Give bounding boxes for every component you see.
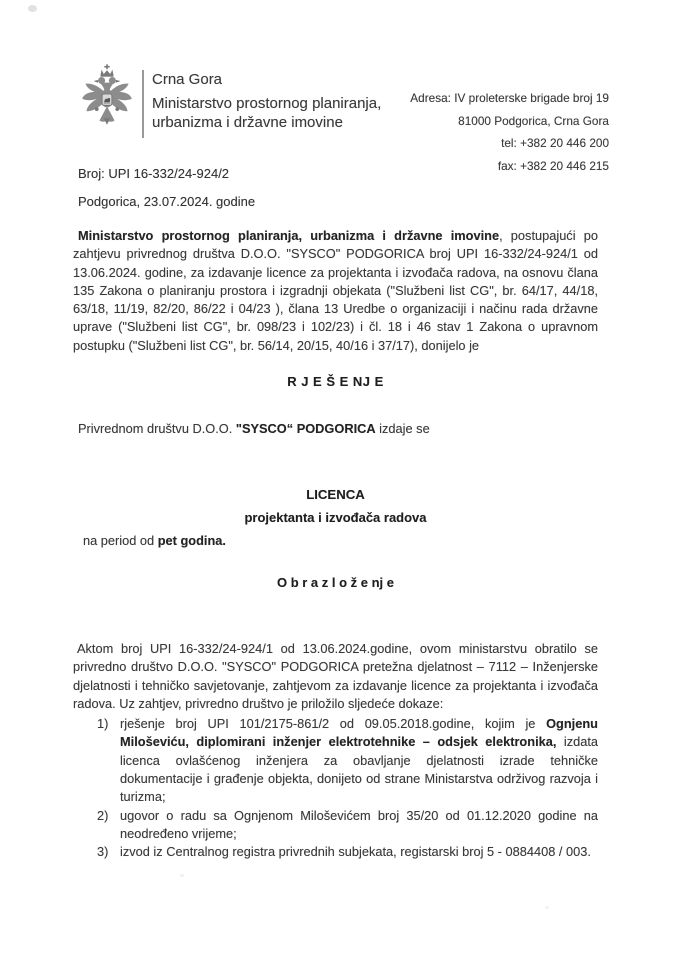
header-divider [142, 70, 144, 138]
resolution-heading: R J E Š E NJ E [287, 374, 384, 389]
ministry-block [152, 70, 381, 132]
scan-artifact [180, 874, 184, 877]
grant-post: izdaje se [375, 421, 430, 436]
evidence-text [120, 843, 598, 861]
evidence-item-3 [97, 843, 598, 861]
ministry-name-line1: Ministarstvo prostornog planiranja, [152, 95, 382, 112]
evidence-3-pre: izvod iz Centralnog registra privrednih subjekata, registarski broj 5 - 0884408 / 003. [120, 844, 591, 860]
address-line: Adresa: IV proleterske brigade broj 19 [410, 91, 609, 105]
grant-pre: Privrednom društvu D.O.O. [78, 421, 236, 436]
license-subtitle: projektanta i izvođača radova [244, 510, 427, 525]
period-duration: pet godina. [157, 533, 226, 548]
grant-line [78, 421, 430, 436]
explanation-paragraph: Aktom broj UPI 16-332/24-924/1 od 13.06.2024.godine, ovom ministarstvu obratilo se privredno društvo D.O.O. "SYSCO" PODGORICA pretežna djelatnost – 7112 – Inženjerske djelatnosti i tehničko savjetovanje, zahtjevom za izdavanje licence za projektanta i izvođača radova. Uz zahtjev, privredno društvo je priložilo sljedeće dokaze: [73, 641, 598, 711]
evidence-text [120, 807, 598, 844]
evidence-item-2 [97, 807, 598, 844]
ministry-name-line2: urbanizma i državne imovine [152, 114, 343, 131]
evidence-marker: 2) [97, 807, 109, 823]
reference-block [78, 160, 255, 216]
intro-rest-segment: , postupajući po zahtjevu privrednog društva D.O.O. "SYSCO" PODGORICA broj UPI 16-332/24-924/1 od 13.06.2024. godine, za izdavanje licence za projektanta i izvođača radova, na osnovu člana 135 Zakona o planiranju prostora i izgradnji objekata ("Službeni list CG", br. 64/17, 44/18, 63/18, 11/19, 82/20, 86/22 i 04/23 ), člana 13 Uredbe o organizaciji i načinu rada državne uprave ("Službeni list CG", br. 098/23 i 102/23) i čl. 18 i 46 stav 1 Zakona o upravnom postupku ("Službeni list CG", br. 56/14, 20/15, 40/16 i 37/17), donijelo je [73, 228, 598, 353]
intro-bold-segment: Ministarstvo prostornog planiranja, urbanizma i državne imovine [78, 228, 500, 243]
evidence-1-bold: Ognjenu Miloševiću, diplomirani inženjer elektrotehnike – odsjek elektronika, [120, 716, 598, 750]
scan-artifact [545, 906, 549, 909]
scan-artifact [28, 5, 37, 12]
intro-paragraph [73, 227, 598, 355]
period-pre: na period od [83, 533, 158, 548]
montenegro-coat-of-arms-icon [80, 64, 134, 143]
explanation-heading: O b r a z l o ž e nj e [276, 575, 395, 590]
fax-line: fax: +382 20 446 215 [497, 158, 609, 173]
period-line [83, 533, 226, 548]
evidence-list [73, 715, 598, 861]
evidence-2-pre: ugovor o radu sa Ognjenom Miloševićem broj 35/20 od 01.12.2020 godine na neodređeno vrijeme; [120, 807, 598, 841]
evidence-item-1 [97, 715, 598, 806]
evidence-1-post: izdata licenca ovlašćenog inženjera za obavljanje djelatnosti izrade tehničke dokumentacije i građenje objekta, donijeto od strane Ministarstva održivog razvoja i turizma; [120, 734, 598, 805]
company-name: "SYSCO“ PODGORICA [235, 421, 376, 436]
explanation-section [73, 640, 598, 862]
reference-number: Broj: UPI 16-332/24-924/2 [78, 166, 230, 181]
evidence-marker: 3) [97, 844, 109, 860]
city-line: 81000 Podgorica, Crna Gora [458, 113, 609, 128]
evidence-text [120, 715, 598, 806]
address-block [410, 87, 609, 177]
evidence-marker: 1) [97, 716, 109, 732]
place-and-date: Podgorica, 23.07.2024. godine [78, 194, 256, 209]
country-name: Crna Gora [152, 71, 223, 88]
license-title: LICENCA [306, 487, 365, 502]
phone-line: tel: +382 20 446 200 [501, 136, 609, 151]
evidence-1-pre: rješenje broj UPI 101/2175-861/2 od 09.05.2018.godine, kojim je [120, 716, 547, 732]
